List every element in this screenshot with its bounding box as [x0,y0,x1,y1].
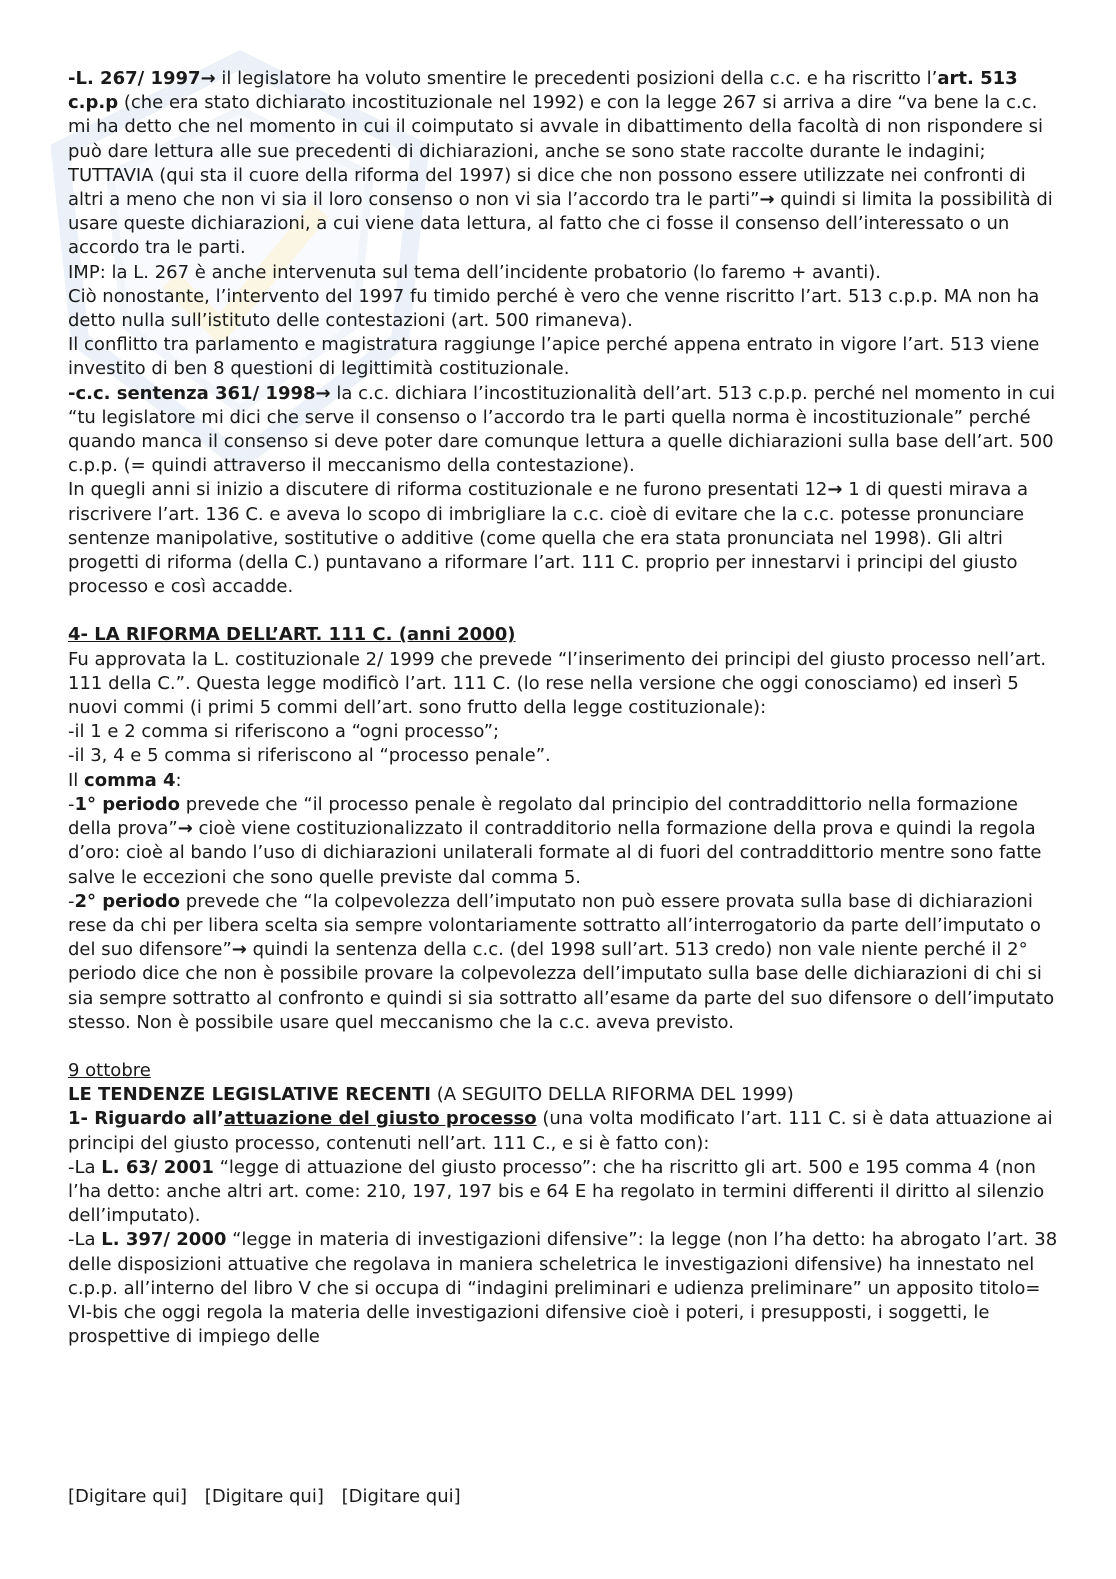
text: “legge di attuazione del giusto processo”: che ha riscritto gli art. 500 e 195 comma 4 (non l’ha detto: anche altri art. come: 210, 197, 197 bis e 64 E ha regolato in termini differenti il diritto al silenzio dell’imputato). [68,1156,1045,1227]
text: cioè viene costituzionalizzato il contradditorio nella formazione della prova e quindi la regola d’oro: cioè al bando l’uso di dichiarazioni unilaterali formate al di fuori del contraddittorio mentre sono fatte salve le eccezioni che sono quelle previste dal comma 5. [68,818,1042,888]
text: la c.c. dichiara l’incostituzionalità dell’art. 513 c.p.p. perché nel momento in cui “tu legislatore mi dici che serve il consenso o l’accordo tra le parti quella norma è incostituzionale” perché quando manca il consenso si deve poter dare comunque lettura a quelle dichiarazioni sulla base dell’art. 500 c.p.p. (= quindi attraverso il meccanismo della contestazione). [68,382,1056,477]
paragraph-imp: IMP: la L. 267 è anche intervenuta sul tema dell’incidente probatorio (lo faremo + avanti). [68,261,881,283]
paragraph-periodo-2 [68,890,1058,1035]
paragraph-l397-2000 [68,1228,1058,1349]
paragraph-l63-2001 [68,1156,1058,1229]
bold-underlined-text: attuazione del giusto processo [223,1108,537,1130]
bold-text: L. 397/ 2000 [101,1229,227,1251]
text: il legislatore ha voluto smentire le precedenti posizioni della c.c. e ha riscritto l’ [215,68,938,89]
page-footer [68,1486,473,1507]
footer-placeholder-center[interactable]: [Digitare qui] [204,1486,324,1507]
text: In quegli anni si inizio a discutere di riforma costituzionale e ne furono presentati 12 [68,479,828,501]
bold-text: 2° periodo [74,890,181,912]
section-heading-tendenze [68,1083,1058,1107]
text: “legge in materia di investigazioni difensive”: la legge (non l’ha detto: ha abrogato l’art. 38 delle disposizioni attuative che regolava in maniera scheletrica le investigazioni difensive) ha innestato nel c.p.p. all’interno del libro V che si occupa di “indagini preliminari e udienza preliminare” un apposito titolo= VI-bis che oggi regola la materia delle investigazioni difensive cioè i poteri, i presupposti, i soggetti, le prospettive di impiego delle [68,1229,1058,1348]
heading-text: 4- LA RIFORMA DELL’ART. 111 C. (anni 2000) [68,624,516,646]
paragraph-comma-3-4-5: -il 3, 4 e 5 comma si riferiscono al “processo penale”. [68,745,551,767]
paragraph-sentenza-361 [68,382,1058,479]
text: - [68,793,75,815]
document-body [68,67,1058,1349]
bold-text: 1- Riguardo all’ [68,1108,224,1130]
footer-placeholder-right[interactable]: [Digitare qui] [341,1486,461,1507]
arrow-icon: → [200,68,216,89]
bold-text: -c.c. sentenza 361/ 1998 [68,382,316,404]
text: (che era stato dichiarato incostituzionale nel 1992) e con la legge 267 si arriva a dire “va bene la c.c. mi ha detto che nel momento in cui il coimputato si avvale in dibattimento della facoltà di non rispondere si può dare lettura alle sue precedenti di dichiarazioni, anche se sono state raccolte durante le indagini; TUTTAVIA (qui sta il cuore della riforma del 1997) si dice che non possono essere utilizzate nei confronti di altri a meno che non vi sia il loro consenso o non vi sia l’accordo tra le parti” [68,92,1044,211]
date-heading [68,1059,1058,1083]
bold-text: LE TENDENZE LEGISLATIVE RECENTI [68,1084,431,1106]
text: -La [68,1229,102,1251]
date-text: 9 ottobre [68,1059,151,1081]
text: (una volta modificato l’art. 111 C. si è data attuazione ai principi del giusto processo, contenuti nell’art. 111 C., e si è fatto con): [68,1108,1053,1154]
text: quindi si limita la possibilità di usare queste dichiarazioni, a cui viene data lettura, al fatto che ci fosse il consenso dell’interessato o un accordo tra le parti. [68,189,1053,259]
text: (A SEGUITO DELLA RIFORMA DEL 1999) [430,1084,794,1106]
law-ref-l267: -L. 267/ 1997 [68,68,201,89]
arrow-icon: → [759,189,775,211]
paragraph-l-cost-2-1999: Fu approvata la L. costituzionale 2/ 1999 che prevede “l’inserimento dei principi del giusto processo nell’art. 111 della C.”. Questa legge modificò l’art. 111 C. (lo rese nella versione che oggi conosciamo) ed inserì 5 nuovi commi (i primi 5 commi dell’art. sono frutto della legge costituzionale): [68,648,1047,719]
bold-text: L. 63/ 2001 [101,1156,214,1178]
text: quindi la sentenza della c.c. (del 1998 sull’art. 513 credo) non vale niente perché il 2° periodo dice che non è possibile provare la colpevolezza dell’imputato sulla base delle dichiarazioni di chi si sia sempre sottratto al confronto e quindi si sia sottratto all’esame da parte del suo difensore o dell’imputato stesso. Non è possibile usare quel meccanismo che la c.c. aveva previsto. [68,939,1055,1033]
text: -La [68,1156,102,1178]
arrow-icon: → [177,818,193,840]
arrow-icon: → [827,479,843,501]
bold-text: comma 4 [84,769,176,791]
paragraph-periodo-1 [68,793,1058,890]
paragraph-attuazione [68,1107,1058,1155]
bold-text: art. 513 c.p.p [68,68,1018,114]
text: : [175,769,182,791]
arrow-icon: → [231,939,247,961]
section-heading-4 [68,623,1058,647]
paragraph-conflitto: Il conflitto tra parlamento e magistratura raggiunge l’apice perché appena entrato in vigore l’art. 513 viene investito di ben 8 questioni di legittimità costituzionale. [68,334,1040,380]
paragraph-riforma-costituzionale [68,478,1058,599]
text: 1 di questi mirava a riscrivere l’art. 136 C. e aveva lo scopo di imbrigliare la c.c. cioè di evitare che la c.c. potesse pronunciare sentenze manipolative, sostitutive o additive (come quella che era stata pronunciata nel 1998). Gli altri progetti di riforma (della C.) puntavano a riformare l’art. 111 C. proprio per innestarvi i principi del giusto processo e così accadde. [68,479,1028,598]
text: - [68,890,75,912]
footer-placeholder-left[interactable]: [Digitare qui] [68,1486,188,1507]
arrow-icon: → [315,382,331,404]
paragraph-nonostante: Ciò nonostante, l’intervento del 1997 fu timido perché è vero che venne riscritto l’art. 513 c.p.p. MA non ha detto nulla sull’istituto delle contestazioni (art. 500 rimaneva). [68,285,1040,332]
text: Il [68,769,85,791]
text: prevede che “il processo penale è regolato dal principio del contraddittorio nella formazione della prova” [68,793,1018,840]
paragraph-comma-4 [68,769,1058,793]
text: prevede che “la colpevolezza dell’imputato non può essere provata sulla base di dichiarazioni rese da chi per libera scelta sia sempre volontariamente sottratto all’interrogatorio da parte dell’imputato o del suo difensore” [68,890,1041,961]
bold-text: 1° periodo [74,793,181,815]
paragraph-comma-1-2: -il 1 e 2 comma si riferiscono a “ogni processo”; [68,721,500,743]
paragraph-l267 [68,67,1058,261]
